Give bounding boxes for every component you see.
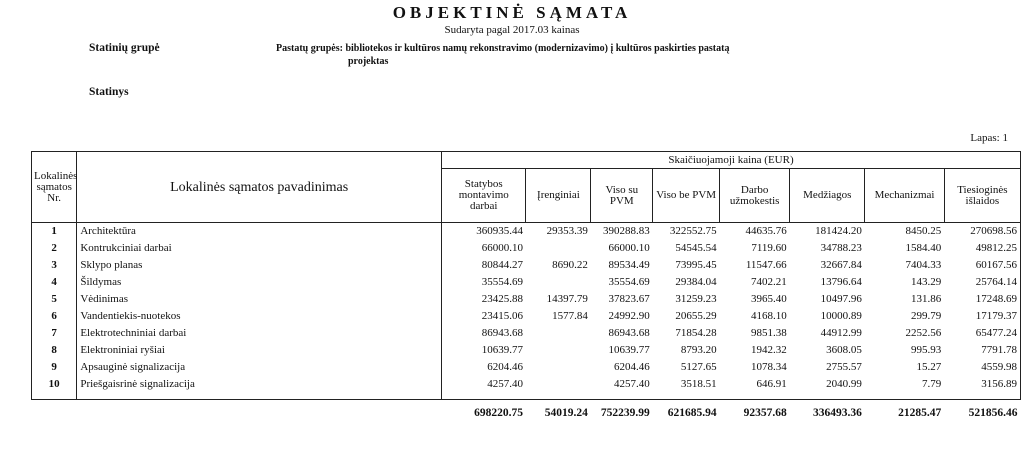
row-value: 15.27 <box>916 361 942 373</box>
row-value: 7404.33 <box>905 259 942 271</box>
group-value-line1: Pastatų grupės: bibliotekos ir kultūros namų rekonstravimo (modernizavimo) į kultūros paskirties pastatą <box>276 43 730 54</box>
row-value: 80844.27 <box>442 257 526 274</box>
row-name: Elektroniniai ryšiai <box>77 342 442 359</box>
row-nr: 8 <box>32 342 77 359</box>
row-value: 4559.98 <box>944 359 1020 376</box>
row-nr: 4 <box>32 274 77 291</box>
table-row <box>32 359 1021 376</box>
total-value: 92357.68 <box>720 400 790 427</box>
row-value: 1078.34 <box>750 361 787 373</box>
row-value: 10000.89 <box>820 310 862 322</box>
row-value: 7402.21 <box>750 276 787 288</box>
row-value: 24992.90 <box>608 310 650 322</box>
row-value: 4257.40 <box>613 378 650 390</box>
row-value <box>526 359 591 376</box>
row-value: 1584.40 <box>905 242 942 254</box>
row-name: Vėdinimas <box>77 291 442 308</box>
row-value: 65477.24 <box>944 325 1020 342</box>
row-value: 2755.57 <box>826 361 862 373</box>
row-value: 299.79 <box>910 310 942 322</box>
row-nr: 5 <box>32 291 77 308</box>
object-label: Statinys <box>89 86 129 98</box>
row-value: 73995.45 <box>675 259 717 271</box>
col-header-0: Statybos montavimo darbai <box>442 169 526 223</box>
total-value: 21285.47 <box>865 400 944 427</box>
group-value-line2: projektas <box>348 56 389 67</box>
total-value: 698220.75 <box>442 400 526 427</box>
row-value: 270698.56 <box>944 223 1020 241</box>
row-value: 35554.69 <box>608 276 650 288</box>
row-value: 86943.68 <box>608 327 650 339</box>
row-value: 390288.83 <box>602 225 650 237</box>
col-header-4: Darbo užmokestis <box>720 169 790 223</box>
row-nr: 10 <box>32 376 77 393</box>
row-value <box>526 376 591 393</box>
table-row <box>32 291 1021 308</box>
row-value: 2040.99 <box>826 378 862 390</box>
row-nr: 9 <box>32 359 77 376</box>
row-value: 35554.69 <box>442 274 526 291</box>
estimate-table <box>31 151 1021 426</box>
col-header-name: Lokalinės sąmatos pavadinimas <box>77 152 442 223</box>
table-row <box>32 325 1021 342</box>
row-nr: 2 <box>32 240 77 257</box>
row-value: 1942.32 <box>750 344 787 356</box>
row-value: 3608.05 <box>826 344 862 356</box>
row-value: 10497.96 <box>820 293 862 305</box>
row-value: 995.93 <box>910 344 942 356</box>
row-value: 14397.79 <box>546 293 588 305</box>
row-name: Šildymas <box>77 274 442 291</box>
row-value: 23425.88 <box>442 291 526 308</box>
row-value: 4168.10 <box>750 310 787 322</box>
row-value: 3965.40 <box>750 293 787 305</box>
total-value: 752239.99 <box>591 400 653 427</box>
total-value: 54019.24 <box>526 400 591 427</box>
row-value: 6204.46 <box>613 361 650 373</box>
row-value: 20655.29 <box>675 310 717 322</box>
row-value: 6204.46 <box>442 359 526 376</box>
row-value: 5127.65 <box>680 361 717 373</box>
row-nr: 3 <box>32 257 77 274</box>
group-value <box>276 42 836 68</box>
document-title: OBJEKTINĖ SĄMATA <box>392 3 632 22</box>
table-row <box>32 342 1021 359</box>
row-value <box>526 342 591 359</box>
row-name: Priešgaisrinė signalizacija <box>77 376 442 393</box>
row-value <box>526 240 591 257</box>
total-value: 336493.36 <box>790 400 865 427</box>
row-value <box>526 325 591 342</box>
table-row <box>32 274 1021 291</box>
row-value: 4257.40 <box>442 376 526 393</box>
row-value: 11547.66 <box>745 259 787 271</box>
row-value: 7119.60 <box>751 242 787 254</box>
row-value: 44912.99 <box>820 327 862 339</box>
row-value: 7791.78 <box>944 342 1020 359</box>
row-name: Kontrukciniai darbai <box>77 240 442 257</box>
row-value: 29384.04 <box>675 276 717 288</box>
row-value: 86943.68 <box>442 325 526 342</box>
row-value: 646.91 <box>756 378 787 390</box>
col-header-3: Viso be PVM <box>653 169 720 223</box>
table-row <box>32 376 1021 393</box>
row-value: 23415.06 <box>442 308 526 325</box>
total-value: 621685.94 <box>653 400 720 427</box>
row-value: 2252.56 <box>905 327 942 339</box>
row-value: 1577.84 <box>552 310 588 322</box>
document-subtitle: Sudaryta pagal 2017.03 kainas <box>444 24 580 36</box>
table-row <box>32 223 1021 241</box>
col-header-2: Viso su PVM <box>591 169 653 223</box>
row-value: 3156.89 <box>944 376 1020 393</box>
row-value: 71854.28 <box>675 327 717 339</box>
row-value: 32667.84 <box>820 259 862 271</box>
row-nr: 7 <box>32 325 77 342</box>
row-value: 360935.44 <box>442 223 526 241</box>
col-header-nr: Lokalinės sąmatos Nr. <box>32 152 77 223</box>
table-row <box>32 240 1021 257</box>
row-nr: 1 <box>32 223 77 241</box>
row-value: 181424.20 <box>815 225 862 237</box>
table-row <box>32 257 1021 274</box>
totals-row <box>32 400 1021 427</box>
row-value: 13796.64 <box>820 276 862 288</box>
row-value: 44635.76 <box>745 225 787 237</box>
row-value: 89534.49 <box>608 259 650 271</box>
row-value: 10639.77 <box>442 342 526 359</box>
row-value: 60167.56 <box>944 257 1020 274</box>
total-value: 521856.46 <box>944 400 1020 427</box>
row-value: 49812.25 <box>944 240 1020 257</box>
row-value: 9851.38 <box>750 327 787 339</box>
row-value: 143.29 <box>910 276 942 288</box>
row-value: 34788.23 <box>820 242 862 254</box>
row-name: Architektūra <box>77 223 442 241</box>
row-value: 8690.22 <box>552 259 588 271</box>
row-name: Vandentiekis-nuotekos <box>77 308 442 325</box>
table-row <box>32 308 1021 325</box>
row-name: Apsauginė signalizacija <box>77 359 442 376</box>
row-value <box>526 274 591 291</box>
row-value: 17248.69 <box>944 291 1020 308</box>
row-value: 66000.10 <box>608 242 650 254</box>
row-value: 7.79 <box>921 378 942 390</box>
row-nr: 6 <box>32 308 77 325</box>
row-value: 10639.77 <box>608 344 650 356</box>
col-header-7: Tiesioginės išlaidos <box>944 169 1020 223</box>
row-name: Elektrotechniniai darbai <box>77 325 442 342</box>
row-value: 8450.25 <box>905 225 942 237</box>
col-header-1: Įrenginiai <box>526 169 591 223</box>
row-value: 3518.51 <box>680 378 717 390</box>
row-value: 131.86 <box>910 293 942 305</box>
row-value: 322552.75 <box>669 225 717 237</box>
row-value: 17179.37 <box>944 308 1020 325</box>
group-label: Statinių grupė <box>89 42 160 54</box>
row-value: 31259.23 <box>675 293 717 305</box>
col-header-6: Mechanizmai <box>865 169 944 223</box>
row-name: Sklypo planas <box>77 257 442 274</box>
row-value: 66000.10 <box>442 240 526 257</box>
row-value: 54545.54 <box>675 242 717 254</box>
row-value: 29353.39 <box>546 225 588 237</box>
group-header: Skaičiuojamoji kaina (EUR) <box>442 152 1021 169</box>
row-value: 8793.20 <box>680 344 717 356</box>
page-number: Lapas: 1 <box>970 132 1008 144</box>
col-header-5: Medžiagos <box>790 169 865 223</box>
row-value: 37823.67 <box>608 293 650 305</box>
row-value: 25764.14 <box>944 274 1020 291</box>
